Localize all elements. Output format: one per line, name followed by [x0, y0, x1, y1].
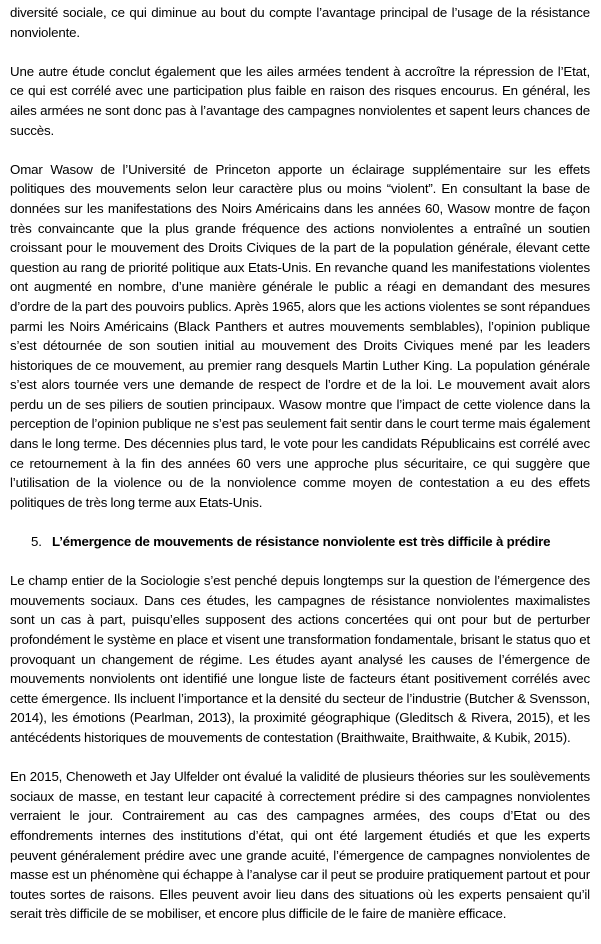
paragraph-sociologie: Le champ entier de la Sociologie s’est penché depuis longtemps sur la question de l’émergence des mouvements sociaux. Dans ces études, les campagnes de résistance nonviolentes maximalistes sont un cas à part, puisqu’elles supposent des actions concertées qui ont pour but de perturber profondément le système en place et visent une transformation fondamentale, brisant le status quo et provoquant un changement de régime. Les études ayant analysé les causes de l’émergence de mouvements nonviolents ont identifié une longue liste de facteurs étant positivement corrélés avec cette émergence. Ils incluent l’importance et la densité du secteur de l’industrie (Butcher & Svensson, 2014), les émotions (Pearlman, 2013), la proximité géographique (Gleditsch & Rivera, 2015), et les antécédents historiques de mouvements de contestation (Braithwaite, Braithwaite, & Kubik, 2015).: [10, 573, 590, 745]
section-title: L’émergence de mouvements de résistance nonviolente est très difficile à prédire: [52, 534, 551, 550]
section-heading: [10, 532, 590, 552]
document-page: [10, 3, 590, 944]
paragraph-ailes-armees: Une autre étude conclut également que les ailes armées tendent à accroître la répression de l’Etat, ce qui est corrélé avec une participation plus faible en raison des risques encourus. En général, les ailes armées ne sont donc pas à l’avantage des campagnes nonviolentes et sapent leurs chances de succès.: [10, 63, 590, 138]
section-number: 5.: [31, 534, 42, 550]
paragraph-chenoweth: En 2015, Chenoweth et Jay Ulfelder ont évalué la validité de plusieurs théories sur les soulèvements sociaux de masse, en testant leur capacité à correctement prédire si des campagnes nonviolentes verraient le jour. Contrairement au cas des campagnes armées, des coups d’Etat ou des effondrements internes des institutions d’état, qui ont été largement étudiés et que les experts peuvent généralement prédire avec une grande acuité, l’émergence de campagnes nonviolentes de masse est un phénomène qui échappe à l’analyse car il peut se produire pratiquement partout et pour toutes sortes de raisons. Elles peuvent avoir lieu dans des situations où les experts pensaient qu’il serait très difficile de se mobiliser, et encore plus difficile de le faire de manière efficace.: [10, 769, 590, 922]
paragraph-diversite: diversité sociale, ce qui diminue au bout du compte l’avantage principal de l’usage de la résistance nonviolente.: [10, 5, 590, 40]
paragraph-wasow: Omar Wasow de l’Université de Princeton apporte un éclairage supplémentaire sur les effets politiques des mouvements selon leur caractère plus ou moins “violent”. En consultant la base de données sur les manifestations des Noirs Américains dans les années 60, Wasow montre de façon très convaincante que la plus grande fréquence des actions nonviolentes a entraîné un soutien croissant pour le mouvement des Droits Civiques de la part de la population générale, élevant cette question au rang de priorité politique aux Etats-Unis. En revanche quand les manifestations violentes ont augmenté en nombre, d’une manière générale le public a réagi en demandant des mesures d’ordre de la part des pouvoirs publics. Après 1965, alors que les actions violentes se sont répandues parmi les Noirs Américains (Black Panthers et autres mouvements semblables), l’opinion publique s’est détournée de son soutien initial au mouvement des Droits Civiques mené par les leaders historiques de ce mouvement, au premier rang desquels Martin Luther King. La population générale s’est alors tournée vers une demande de respect de l’ordre et de la loi. Le mouvement avait alors perdu un de ses piliers de soutien principaux. Wasow montre que l’impact de cette violence dans la perception de l’opinion publique ne s’est pas seulement fait sentir dans le court terme mais également dans le long terme. Des décennies plus tard, le vote pour les candidats Républicains est corrélé avec ce retournement à la fin des années 60 vers une approche plus sécuritaire, ce qui suggère que l’utilisation de la violence ou de la nonviolence comme moyen de contestation a eu des effets politiques de très long terme aux Etats-Unis.: [10, 161, 590, 510]
